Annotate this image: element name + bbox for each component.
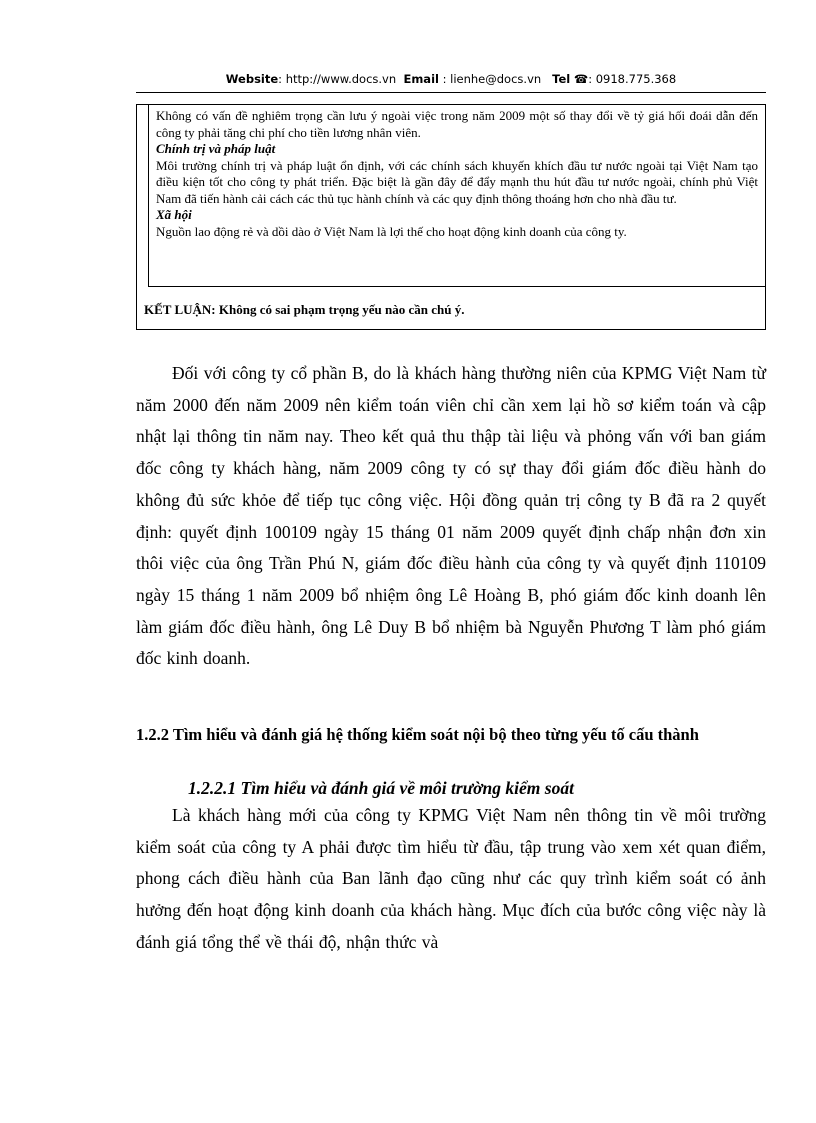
header-divider: [136, 92, 766, 93]
conclusion-text: KẾT LUẬN: Không có sai phạm trọng yếu nào cần chú ý.: [144, 302, 465, 317]
company-b-paragraph: Đối với công ty cổ phần B, do là khách hàng thường niên của KPMG Việt Nam từ năm 2000 đến năm 2009 nên kiểm toán viên chỉ cần xem lại hồ sơ kiểm toán và cập nhật lại thông tin năm nay. Theo kết quả thu thập tài liệu và phỏng vấn với ban giám đốc công ty khách hàng, năm 2009 công ty có sự thay đổi giám đốc điều hành do không đủ sức khỏe để tiếp tục công việc. Hội đồng quản trị công ty B đã ra 2 quyết định: quyết định 100109 ngày 15 tháng 01 năm 2009 quyết định chấp nhận đơn xin thôi việc của ông Trần Phú N, giám đốc điều hành của công ty và quyết định 110109 ngày 15 tháng 1 năm 2009 bổ nhiệm ông Lê Hoàng B, phó giám đốc kinh doanh lên làm giám đốc điều hành, ông Lê Duy B bổ nhiệm bà Nguyễn Phương T làm phó giám đốc kinh doanh.: [136, 363, 766, 669]
control-environment-paragraph: Là khách hàng mới của công ty KPMG Việt Nam nên thông tin về môi trường kiểm soát của công ty A phải được tìm hiểu từ đầu, tập trung vào xem xét quan điểm, phong cách điều hành của Ban lãnh đạo cũng như các quy trình kiểm soát có ảnh hưởng đến hoạt động kinh doanh của khách hàng. Mục đích của bước công việc này là đánh giá tổng thể về thái độ, nhận thức và: [136, 805, 766, 952]
phone-icon: ☎: [573, 72, 589, 86]
section-heading-1-2-2: 1.2.2 Tìm hiểu và đánh giá hệ thống kiểm soát nội bộ theo từng yếu tố cấu thành: [136, 725, 699, 744]
tel-label: Tel: [552, 72, 571, 86]
website-label: Website: [225, 72, 279, 86]
society-heading: Xã hội: [156, 207, 192, 222]
website-value[interactable]: : http://www.docs.vn: [278, 72, 397, 86]
politics-heading: Chính trị và pháp luật: [156, 141, 276, 156]
politics-paragraph: Môi trường chính trị và pháp luật ổn định, với các chính sách khuyến khích đầu tư nước ngoài tại Việt Nam tạo điều kiện tốt cho công ty phát triển. Đặc biệt là gần đây để đẩy mạnh thu hút đầu tư nước ngoài, chính phủ Việt Nam đã tiến hành cải cách các thủ tục hành chính và các quy định thông thoáng hơn cho nhà đầu tư.: [156, 157, 758, 206]
email-value[interactable]: : lienhe@docs.vn: [442, 72, 542, 86]
section-heading-1-2-2-1: 1.2.2.1 Tìm hiểu và đánh giá về môi trường kiểm soát: [188, 778, 574, 798]
email-label: Email: [403, 72, 439, 86]
environment-box-content: [156, 108, 758, 240]
economy-paragraph: Không có vấn đề nghiêm trọng cần lưu ý ngoài việc trong năm 2009 một số thay đổi về tỷ giá hối đoái dẫn đến công ty phải tăng chi phí cho tiền lương nhân viên.: [156, 108, 758, 140]
tel-value: : 0918.775.368: [588, 72, 677, 86]
society-paragraph: Nguồn lao động rẻ và dồi dào ở Việt Nam là lợi thế cho hoạt động kinh doanh của công ty.: [156, 223, 627, 239]
page-header: [136, 72, 766, 86]
